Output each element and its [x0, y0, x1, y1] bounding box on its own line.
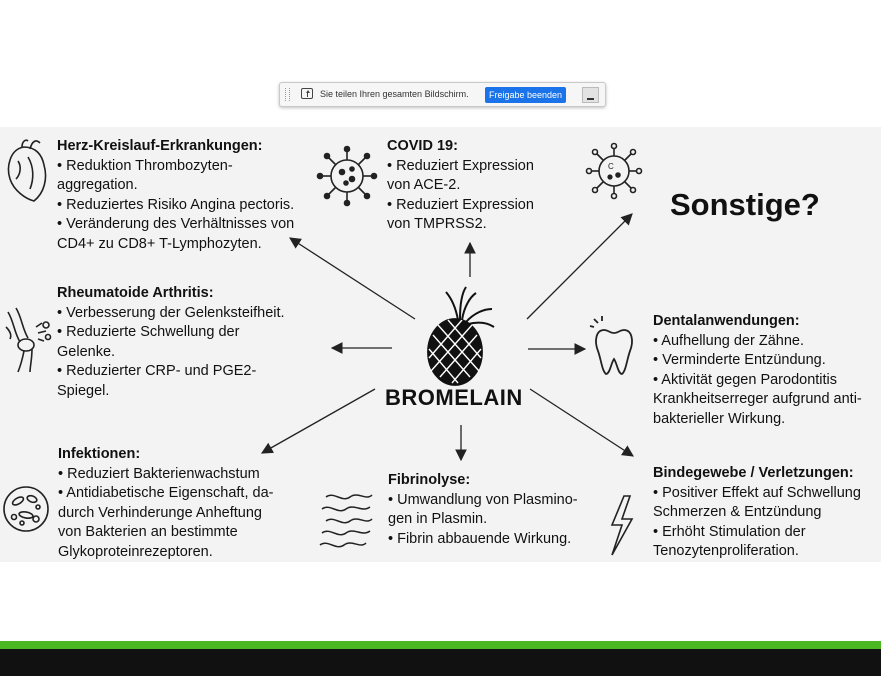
- bindegewebe-line-4: Tenozytenproliferation.: [653, 543, 799, 559]
- rheuma-line-1: • Verbesserung der Gelenksteifheit.: [57, 304, 285, 321]
- fibrinolyse-block: [388, 471, 578, 549]
- fibers-icon: [320, 495, 372, 547]
- joint-icon: [6, 308, 51, 372]
- dental-block: [653, 312, 862, 429]
- arrow-to-herz: [290, 238, 415, 319]
- covid-line-3: • Reduziert Expression: [387, 196, 534, 213]
- rheuma-line-5: Spiegel.: [57, 382, 110, 399]
- svg-text:C: C: [608, 162, 614, 171]
- bindegewebe-title: Bindegewebe / Verletzungen:: [653, 465, 854, 481]
- bindegewebe-line-1: • Positiver Effekt auf Schwellung: [653, 484, 861, 501]
- bacteria-icon: [4, 487, 48, 531]
- covid-line-2: von ACE-2.: [387, 177, 461, 193]
- fibrinolyse-line-3: • Fibrin abbauende Wirkung.: [388, 530, 572, 547]
- pineapple-icon: [428, 287, 494, 385]
- dental-line-4: Krankheitserreger aufgrund anti-: [653, 391, 862, 407]
- fibrinolyse-line-2: gen in Plasmin.: [388, 511, 488, 527]
- herz-line-5: CD4+ zu CD8+ T-Lymphozyten.: [57, 235, 262, 252]
- dental-line-2: • Verminderte Entzündung.: [653, 352, 826, 368]
- accent-stripe: [0, 641, 881, 649]
- tooth-icon: [590, 316, 632, 374]
- rheuma-title: Rheumatoide Arthritis:: [57, 285, 214, 301]
- bindegewebe-line-3: • Erhöht Stimulation der: [653, 523, 806, 540]
- minimize-button[interactable]: [582, 87, 599, 103]
- infektionen-line-2: • Antidiabetische Eigenschaft, da-: [58, 485, 274, 501]
- fibrinolyse-line-1: • Umwandlung von Plasmino-: [388, 491, 578, 508]
- dental-line-3: • Aktivität gegen Parodontitis: [653, 371, 838, 388]
- infektionen-line-3: durch Verhinderunge Anheftung: [58, 504, 262, 521]
- dental-title: Dentalanwendungen:: [653, 313, 800, 329]
- infektionen-title: Infektionen:: [58, 446, 141, 462]
- covid-title: COVID 19:: [387, 138, 458, 154]
- stop-sharing-button[interactable]: Freigabe beenden: [485, 87, 566, 103]
- infektionen-block: [58, 445, 273, 562]
- arrow-to-sonstige: [527, 214, 632, 319]
- lightning-icon: [612, 496, 632, 555]
- screen-share-bar: [279, 82, 606, 107]
- herz-line-1: • Reduktion Thrombozyten-: [57, 157, 233, 174]
- herz-line-3: • Reduziertes Risiko Angina pectoris.: [57, 196, 295, 213]
- bindegewebe-block: [653, 464, 861, 562]
- sonstige-heading: Sonstige?: [670, 187, 820, 222]
- infektionen-line-4: von Bakterien an bestimmte: [58, 524, 238, 540]
- bromelain-slide: [0, 127, 881, 562]
- virus-icon: [587, 144, 642, 199]
- coronavirus-icon: [318, 147, 377, 206]
- rheuma-line-3: Gelenke.: [57, 343, 116, 360]
- share-message: Sie teilen Ihren gesamten Bildschirm.: [320, 89, 469, 99]
- dental-line-5: bakterieller Wirkung.: [653, 410, 786, 427]
- herz-block: [57, 137, 294, 254]
- covid-line-1: • Reduziert Expression: [387, 157, 534, 174]
- bindegewebe-line-2: Schmerzen & Entzündung: [653, 504, 822, 520]
- heart-icon: [9, 140, 46, 201]
- arrow-to-bindegewebe: [530, 389, 633, 456]
- share-screen-icon: [301, 88, 313, 99]
- bottom-bar: [0, 649, 881, 676]
- infektionen-line-5: Glykoproteinrezeptoren.: [58, 543, 213, 560]
- rheuma-block: [57, 284, 285, 401]
- infektionen-line-1: • Reduziert Bakterienwachstum: [58, 465, 260, 482]
- covid-line-4: von TMPRSS2.: [387, 216, 487, 232]
- dental-line-1: • Aufhellung der Zähne.: [653, 332, 804, 349]
- bromelain-label: BROMELAIN: [385, 385, 523, 410]
- rheuma-line-4: • Reduzierter CRP- und PGE2-: [57, 363, 257, 379]
- fibrinolyse-title: Fibrinolyse:: [388, 472, 471, 488]
- herz-line-2: aggregation.: [57, 177, 138, 193]
- covid-block: [387, 137, 534, 235]
- herz-title: Herz-Kreislauf-Erkrankungen:: [57, 138, 263, 154]
- drag-handle-icon[interactable]: [285, 88, 290, 101]
- herz-line-4: • Veränderung des Verhältnisses von: [57, 216, 295, 232]
- rheuma-line-2: • Reduzierte Schwellung der: [57, 324, 240, 340]
